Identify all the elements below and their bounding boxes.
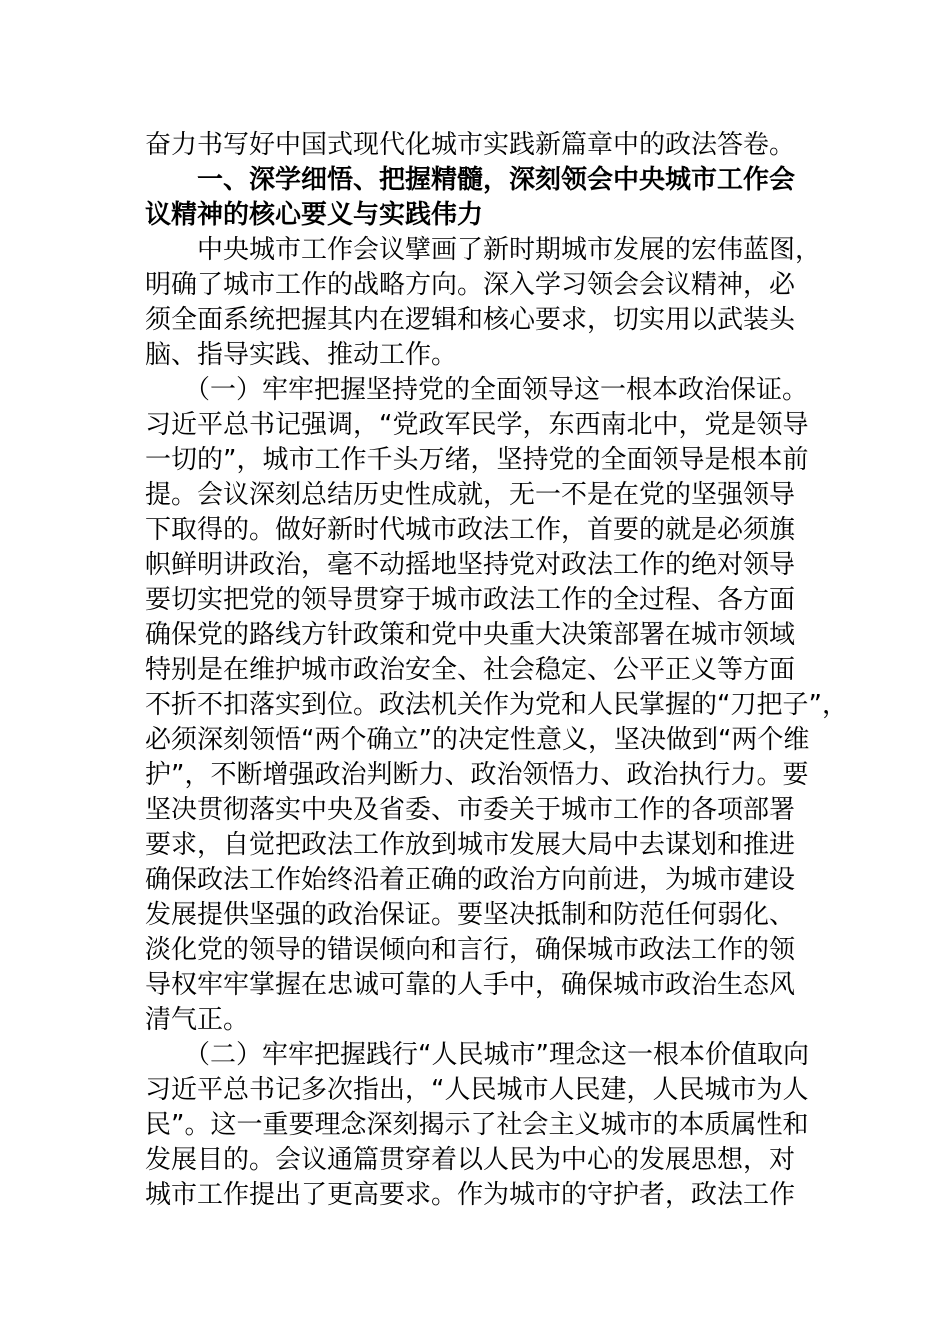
text-line: 一切的”，城市工作千头万绪，坚持党的全面领导是根本前 bbox=[145, 445, 809, 475]
text-line: 不折不扣落实到位。政法机关作为党和人民掌握的“刀把子”， bbox=[145, 690, 848, 720]
text-line: 必须深刻领悟“两个确立”的决定性意义，坚决做到“两个维 bbox=[145, 725, 810, 755]
text-line: 确保政法工作始终沿着正确的政治方向前进，为城市建设 bbox=[145, 865, 796, 895]
text-line: 提。会议深刻总结历史性成就，无一不是在党的坚强领导 bbox=[145, 480, 796, 510]
section-heading-line: 议精神的核心要义与实践伟力 bbox=[145, 200, 484, 230]
section-heading-line: 一、深学细悟、把握精髓，深刻领会中央城市工作会 bbox=[145, 165, 796, 195]
text-line: 要切实把党的领导贯穿于城市政法工作的全过程、各方面 bbox=[145, 585, 796, 615]
text-line: 明确了城市工作的战略方向。深入学习领会会议精神，必 bbox=[145, 270, 796, 300]
text-line: 发展提供坚强的政治保证。要坚决抵制和防范任何弱化、 bbox=[145, 900, 796, 930]
text-line: 民”。这一重要理念深刻揭示了社会主义城市的本质属性和 bbox=[145, 1110, 809, 1140]
body-text bbox=[145, 128, 848, 1213]
text-line: 淡化党的领导的错误倾向和言行，确保城市政法工作的领 bbox=[145, 935, 796, 965]
text-line: 习近平总书记多次指出，“人民城市人民建，人民城市为人 bbox=[145, 1075, 809, 1105]
text-line: 城市工作提出了更高要求。作为城市的守护者，政法工作 bbox=[145, 1180, 796, 1210]
text-line: 坚决贯彻落实中央及省委、市委关于城市工作的各项部署 bbox=[145, 795, 796, 825]
text-line: 护”，不断增强政治判断力、政治领悟力、政治执行力。要 bbox=[145, 760, 809, 790]
text-line: 下取得的。做好新时代城市政法工作，首要的就是必须旗 bbox=[145, 515, 796, 545]
subsection-line: （二）牢牢把握践行“人民城市”理念这一根本价值取向 bbox=[145, 1040, 809, 1070]
text-line: 发展目的。会议通篇贯穿着以人民为中心的发展思想，对 bbox=[145, 1145, 796, 1175]
text-line: 帜鲜明讲政治，毫不动摇地坚持党对政法工作的绝对领导 bbox=[145, 550, 796, 580]
text-line: 奋力书写好中国式现代化城市实践新篇章中的政法答卷。 bbox=[145, 130, 796, 160]
text-line: 导权牢牢掌握在忠诚可靠的人手中，确保城市政治生态风 bbox=[145, 970, 796, 1000]
text-line: 中央城市工作会议擘画了新时期城市发展的宏伟蓝图， bbox=[145, 235, 822, 265]
text-line: 脑、指导实践、推动工作。 bbox=[145, 340, 458, 370]
subsection-line: （一）牢牢把握坚持党的全面领导这一根本政治保证。 bbox=[145, 375, 809, 405]
text-line: 确保党的路线方针政策和党中央重大决策部署在城市领域 bbox=[145, 620, 796, 650]
text-line: 清气正。 bbox=[145, 1005, 250, 1035]
text-line: 须全面系统把握其内在逻辑和核心要求，切实用以武装头 bbox=[145, 305, 796, 335]
text-line: 特别是在维护城市政治安全、社会稳定、公平正义等方面 bbox=[145, 655, 796, 685]
text-line: 习近平总书记强调，“党政军民学，东西南北中，党是领导 bbox=[145, 410, 809, 440]
text-line: 要求，自觉把政法工作放到城市发展大局中去谋划和推进 bbox=[145, 830, 796, 860]
